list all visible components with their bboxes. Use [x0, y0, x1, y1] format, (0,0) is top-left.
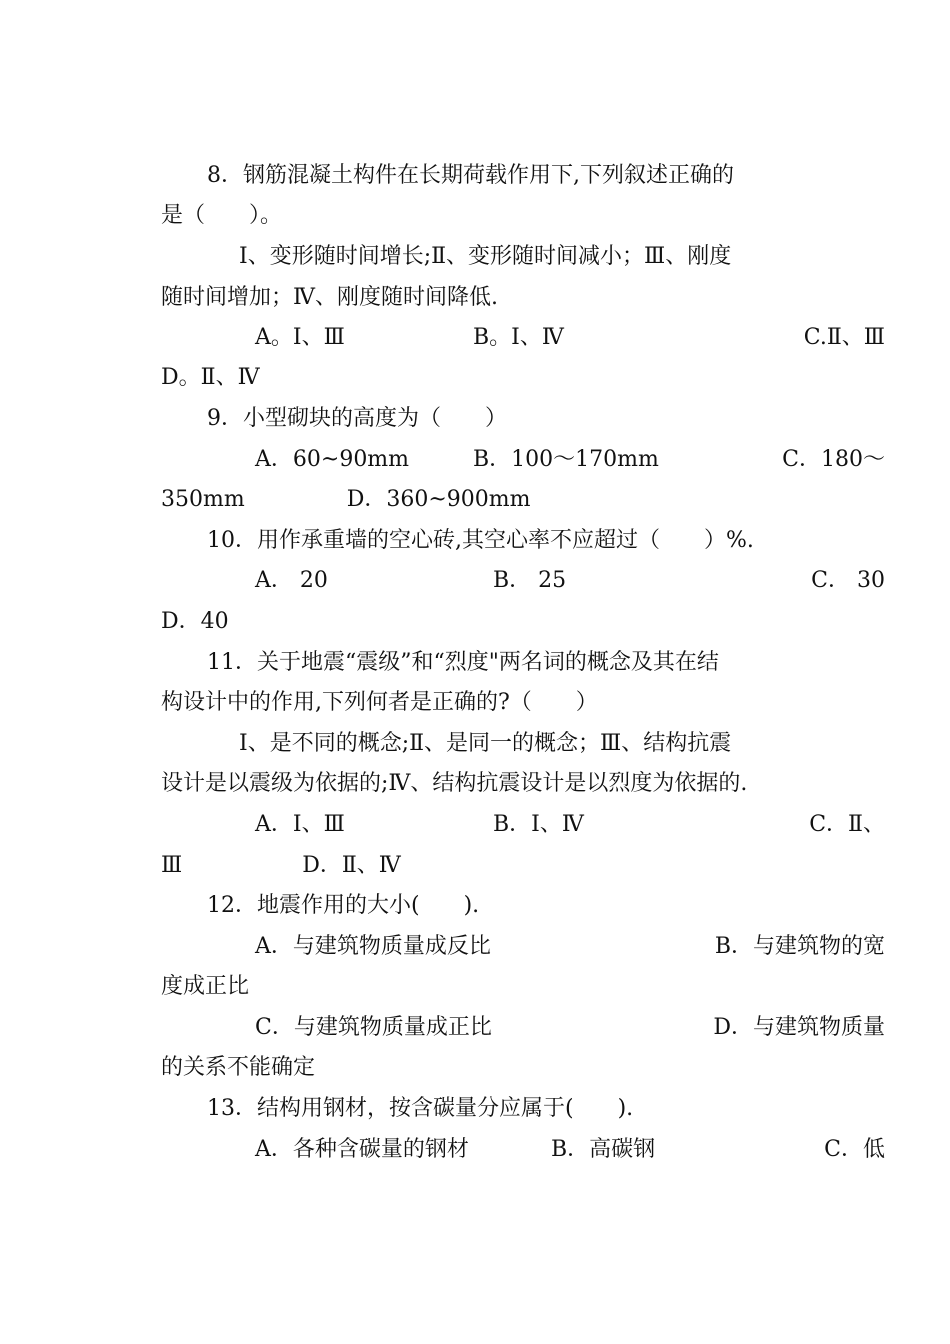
- q11-option-c-cont: Ⅲ: [161, 853, 183, 878]
- q10-options-row: [161, 561, 885, 601]
- q12-options-row2: [161, 1008, 885, 1048]
- q9-option-c: C．180～: [782, 447, 885, 472]
- q11-option-d: D．Ⅱ、Ⅳ: [302, 853, 401, 878]
- q9-options-row2: [161, 480, 791, 520]
- q8-option-b: B。Ⅰ、Ⅳ: [473, 325, 564, 350]
- q13-option-c: C．低: [824, 1137, 885, 1162]
- q10-option-b: B． 25: [493, 568, 567, 593]
- q8-option-c: C.Ⅱ、Ⅲ: [803, 325, 885, 350]
- q12-option-b: B．与建筑物的宽: [714, 934, 885, 959]
- q11-stem-line2: 构设计中的作用,下列何者是正确的?（ ）: [161, 690, 598, 715]
- q8-statement-line2: 随时间增加；Ⅳ、刚度随时间降低.: [161, 285, 498, 310]
- q8-option-a: A。Ⅰ、Ⅲ: [255, 325, 345, 350]
- q13-options-row: [161, 1130, 885, 1170]
- q13-option-b: B．高碳钢: [551, 1137, 656, 1162]
- q8-stem-line1: 8．钢筋混凝土构件在长期荷载作用下,下列叙述正确的: [207, 163, 734, 188]
- q8-options-row: [161, 318, 885, 358]
- q9-option-c-cont: 350mm: [161, 487, 245, 512]
- q12-options-row1: [161, 927, 885, 967]
- q11-options-row: [161, 805, 885, 845]
- q12-option-d: D．与建筑物质量: [713, 1015, 885, 1040]
- q9-options-row: [161, 440, 885, 480]
- q12-stem: 12．地震作用的大小( ).: [207, 893, 480, 918]
- q12-option-c: C．与建筑物质量成正比: [255, 1015, 492, 1040]
- q8-statement-line1: Ⅰ、变形随时间增长;Ⅱ、变形随时间减小；Ⅲ、刚度: [239, 244, 732, 269]
- q12-option-a: A．与建筑物质量成反比: [255, 934, 491, 959]
- q10-option-c: C． 30: [811, 568, 885, 593]
- q13-stem: 13．结构用钢材，按含碳量分应属于( ).: [207, 1096, 634, 1121]
- q11-option-c: C．Ⅱ、: [809, 812, 885, 837]
- q11-options-row2: [161, 846, 791, 886]
- q13-option-a: A．各种含碳量的钢材: [255, 1137, 469, 1162]
- q10-stem: 10．用作承重墙的空心砖,其空心率不应超过（ ）%.: [207, 528, 754, 553]
- q11-option-a: A．Ⅰ、Ⅲ: [255, 812, 345, 837]
- q11-statement-line1: Ⅰ、是不同的概念;Ⅱ、是同一的概念；Ⅲ、结构抗震: [239, 731, 732, 756]
- q11-statement-line2: 设计是以震级为依据的;Ⅳ、结构抗震设计是以烈度为依据的.: [161, 771, 748, 796]
- q10-option-a: A． 20: [255, 568, 328, 593]
- q10-option-d: D．40: [161, 609, 229, 634]
- q9-option-d: D．360~900mm: [346, 487, 531, 512]
- q8-stem-line2: 是（ ）。: [161, 203, 283, 228]
- q8-option-d: D。Ⅱ、Ⅳ: [161, 365, 260, 390]
- q9-option-a: A．60~90mm: [255, 447, 410, 472]
- q9-stem: 9．小型砌块的高度为（ ）: [207, 406, 507, 431]
- q11-option-b: B．Ⅰ、Ⅳ: [493, 812, 584, 837]
- q11-stem-line1: 11．关于地震“震级”和“烈度"两名词的概念及其在结: [207, 650, 719, 675]
- q12-option-b-cont: 度成正比: [161, 974, 250, 999]
- q12-option-d-cont: 的关系不能确定: [161, 1055, 316, 1080]
- q9-option-b: B．100～170mm: [473, 447, 659, 472]
